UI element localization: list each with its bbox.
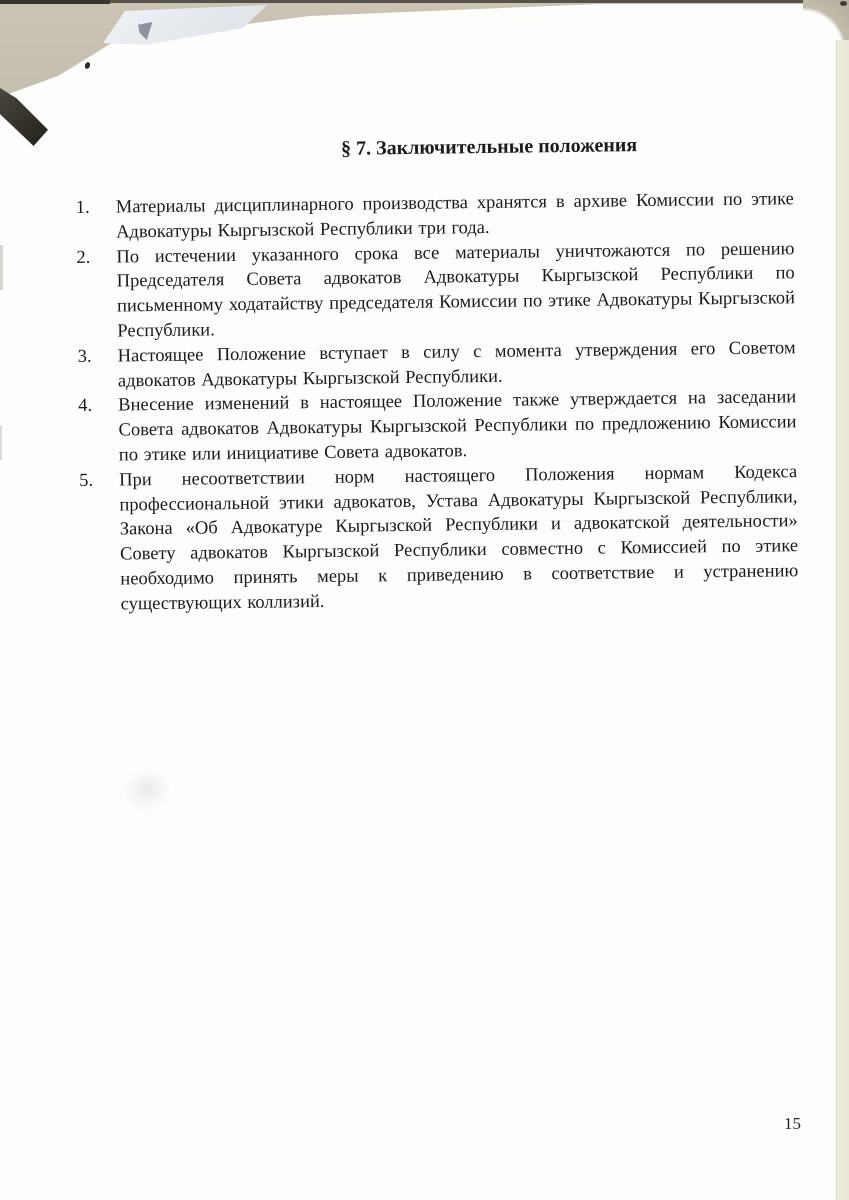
- item-text: При несоответствии норм настоящего Положения нормам Кодекса профессиональной этики адвокатов, Устава Адвокатуры Кыргызской Республики, Закона «Об Адвокатуре Кыргызской Республики и адвокатской деятельности» Совету адвокатов Кыргызской Республики совместно с Комиссией по этике необходимо принять меры к приведению в соответствие и устранению существующих коллизий.: [119, 461, 799, 615]
- scan-top-edge-strip: [0, 0, 849, 3]
- ink-speck: [84, 61, 91, 69]
- list-item: [78, 336, 797, 394]
- list-item: [76, 237, 795, 345]
- list-item: [78, 386, 797, 469]
- scan-edge-mark: [0, 245, 3, 290]
- item-text: Настоящее Положение вступает в силу с момента утверждения его Советом адвокатов Адвокатуры Кыргызской Республики.: [117, 337, 796, 392]
- item-number: 2.: [76, 247, 91, 268]
- page-number: 15: [784, 1114, 801, 1133]
- item-number: 3.: [77, 346, 92, 367]
- item-text: Материалы дисциплинарного производства хранятся в архиве Комиссии по этике Адвокатуры Кыргызской Республики три года.: [115, 189, 794, 243]
- item-text: По истечении указанного срока все материалы уничтожаются по решению Председателя Совета адвокатов Адвокатуры Кыргызской Республики по письменному ходатайству председателя Комиссии по этике Адвокатуры Кыргызской Республики.: [116, 238, 796, 342]
- list-item: [79, 460, 799, 618]
- scan-top-edge-dark: [0, 0, 110, 4]
- item-number: 4.: [78, 396, 93, 417]
- scan-edge-mark: [0, 425, 2, 460]
- page-edge-shadow-left: [0, 88, 48, 146]
- item-text: Внесение изменений в настоящее Положение также утверждается на заседании Совета адвокатов Адвокатуры Кыргызской Республики по предложению Комиссии по этике или инициативе Совета адвокатов.: [118, 387, 797, 466]
- document-body: [75, 131, 799, 617]
- page-edge-right: [836, 40, 849, 1200]
- list-item: [76, 187, 795, 245]
- scan-speck-top-right: [840, 1, 847, 6]
- item-number: 1.: [75, 197, 90, 218]
- section-heading: § 7. Заключительные положения: [340, 134, 638, 160]
- item-number: 5.: [79, 470, 94, 491]
- paper-smudge: [123, 768, 171, 812]
